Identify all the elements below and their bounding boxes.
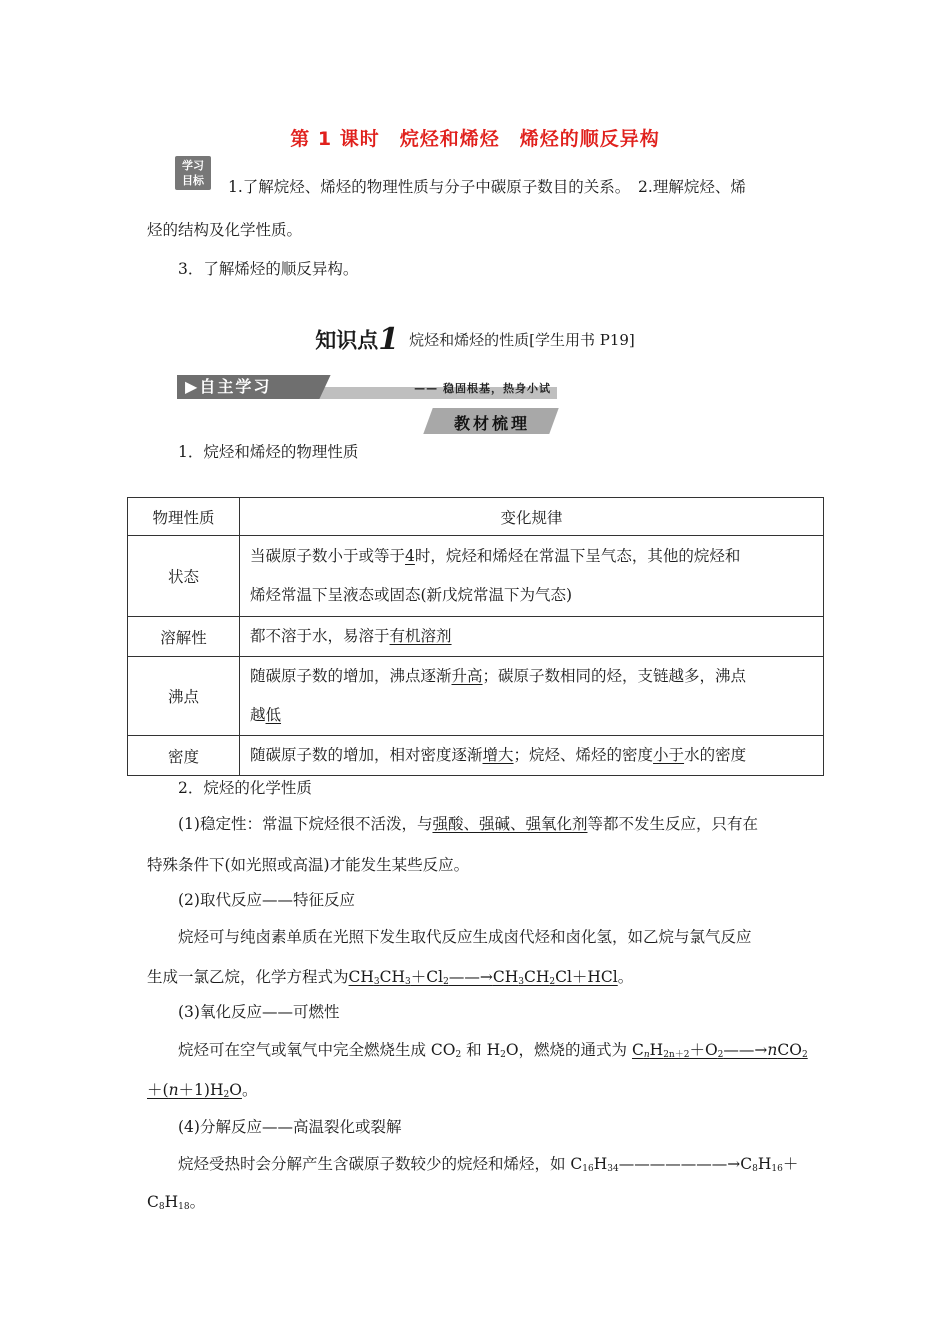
table-cell-property: 沸点 <box>128 657 240 736</box>
badge-line-1: 学习 <box>182 159 204 172</box>
table-row <box>128 536 824 617</box>
table-row <box>128 657 824 736</box>
badge-line-2: 目标 <box>182 174 204 187</box>
knowledge-point-label: 知识点 <box>315 328 379 353</box>
answer-blank: 4 <box>405 547 415 565</box>
learning-goals-badge <box>175 156 211 190</box>
stability-line-2: 特殊条件下(如光照或高温)才能发生某些反应。 <box>147 856 470 874</box>
goals-line-1: 1.了解烷烃、烯烃的物理性质与分子中碳原子数目的关系。 2.理解烷烃、烯 <box>228 178 746 196</box>
knowledge-point-heading <box>0 322 950 357</box>
table-cell-rule <box>240 657 824 736</box>
table-header-cell: 物理性质 <box>128 498 240 536</box>
section-title: 教材梳理 <box>453 414 530 433</box>
section-2-heading: 2．烷烃的化学性质 <box>178 779 312 797</box>
table-header-cell: 变化规律 <box>240 498 824 536</box>
substitution-equation: $CH_3CH_3+Cl_2——\to CH_3CH_2Cl+HCl$ <box>348 968 618 987</box>
text: ；碳原子数相同的烃，支链越多，沸点 <box>482 667 747 685</box>
knowledge-point-number: 1 <box>378 322 400 357</box>
substitution-line-2: 生成一氯乙烷，化学方程式为$CH_3CH_3+Cl_2——\to CH_3CH_2Cl+HCl$。 <box>147 968 634 987</box>
text: 都不溶于水，易溶于 <box>250 627 390 645</box>
reaction-arrow-icon: ——→ <box>723 1041 768 1059</box>
oxidation-line-1: 烷烃可在空气或氧气中完全燃烧生成 $CO_2$ 和 $H_2O$，燃烧的通式为 $C_nH_{2n+2}+O_2——\to nCO_2$ <box>178 1041 808 1060</box>
page-title: 第 1 课时 烷烃和烯烃 烯烃的顺反异构 <box>290 128 660 150</box>
oxidation-line-2: $+(n+1)H_2O$。 <box>147 1081 258 1100</box>
banner-label <box>177 375 309 399</box>
banner-label-text: 自主学习 <box>199 377 272 396</box>
answer-blank: 有机溶剂 <box>389 627 452 645</box>
table-cell-rule <box>240 736 824 776</box>
reaction-arrow-icon: ——→ <box>448 968 493 986</box>
substitution-heading: (2)取代反应——特征反应 <box>178 891 355 909</box>
decomposition-line-2: $C_8H_{18}$。 <box>147 1193 206 1212</box>
text: 水的密度 <box>684 746 747 764</box>
text: ；烷烃、烯烃的密度 <box>513 746 654 764</box>
table-cell-property: 状态 <box>128 536 240 617</box>
text: 当碳原子数小于或等于 <box>250 547 406 565</box>
section-1-heading: 1．烷烃和烯烃的物理性质 <box>178 443 359 461</box>
text: 随碳原子数的增加，相对密度逐渐 <box>250 746 483 764</box>
table-cell-property: 溶解性 <box>128 617 240 657</box>
section-title-badge <box>422 408 562 434</box>
table-cell-rule <box>240 617 824 657</box>
answer-blank: 增大 <box>482 746 514 764</box>
table-cell-rule <box>240 536 824 617</box>
table-row <box>128 617 824 657</box>
physical-properties-table <box>127 497 824 776</box>
table-cell-property: 密度 <box>128 736 240 776</box>
decomposition-heading: (4)分解反应——高温裂化或裂解 <box>178 1118 402 1136</box>
goals-line-3: 3．了解烯烃的顺反异构。 <box>178 260 359 278</box>
banner-subtitle: —— 稳固根基，热身小试 <box>414 382 551 395</box>
stability-line-1 <box>178 812 758 834</box>
answer-blank: 小于 <box>653 746 685 764</box>
self-study-banner <box>177 375 557 399</box>
text: 等都不发生反应，只有在 <box>587 815 758 833</box>
text: 越 <box>250 706 266 724</box>
answer-blank: 升高 <box>451 667 483 685</box>
table-header-row <box>128 498 824 536</box>
oxidation-heading: (3)氧化反应——可燃性 <box>178 1003 340 1021</box>
text: (1)稳定性：常温下烷烃很不活泼，与 <box>178 815 433 833</box>
answer-blank: 强酸、强碱、强氧化剂 <box>432 815 588 833</box>
table-row <box>128 736 824 776</box>
knowledge-point-text: 烷烃和烯烃的性质[学生用书 P19] <box>409 331 635 349</box>
substitution-line-1: 烷烃可与纯卤素单质在光照下发生取代反应生成卤代烃和卤化氢，如乙烷与氯气反应 <box>178 928 752 946</box>
decomposition-line-1: 烷烃受热时会分解产生含碳原子数较少的烷烃和烯烃，如 $C_{16}H_{34}———————\to C_8H_{16}+$ <box>178 1155 799 1174</box>
reaction-arrow-icon: ———————→ <box>618 1155 741 1173</box>
play-icon: ▶ <box>185 377 200 396</box>
answer-blank: 低 <box>265 706 282 724</box>
text: 随碳原子数的增加，沸点逐渐 <box>250 667 452 685</box>
text: 生成一氯乙烷，化学方程式为 <box>147 968 349 986</box>
combustion-equation-cont: $+(n+1)H_2O$ <box>147 1081 242 1100</box>
text: 烯烃常温下呈液态或固态(新戊烷常温下为气态) <box>250 586 573 604</box>
combustion-equation: $C_nH_{2n+2}+O_2——\to nCO_2$ <box>631 1041 808 1060</box>
text: 时，烷烃和烯烃在常温下呈气态，其他的烷烃和 <box>414 547 741 565</box>
goals-line-2: 烃的结构及化学性质。 <box>147 221 303 239</box>
